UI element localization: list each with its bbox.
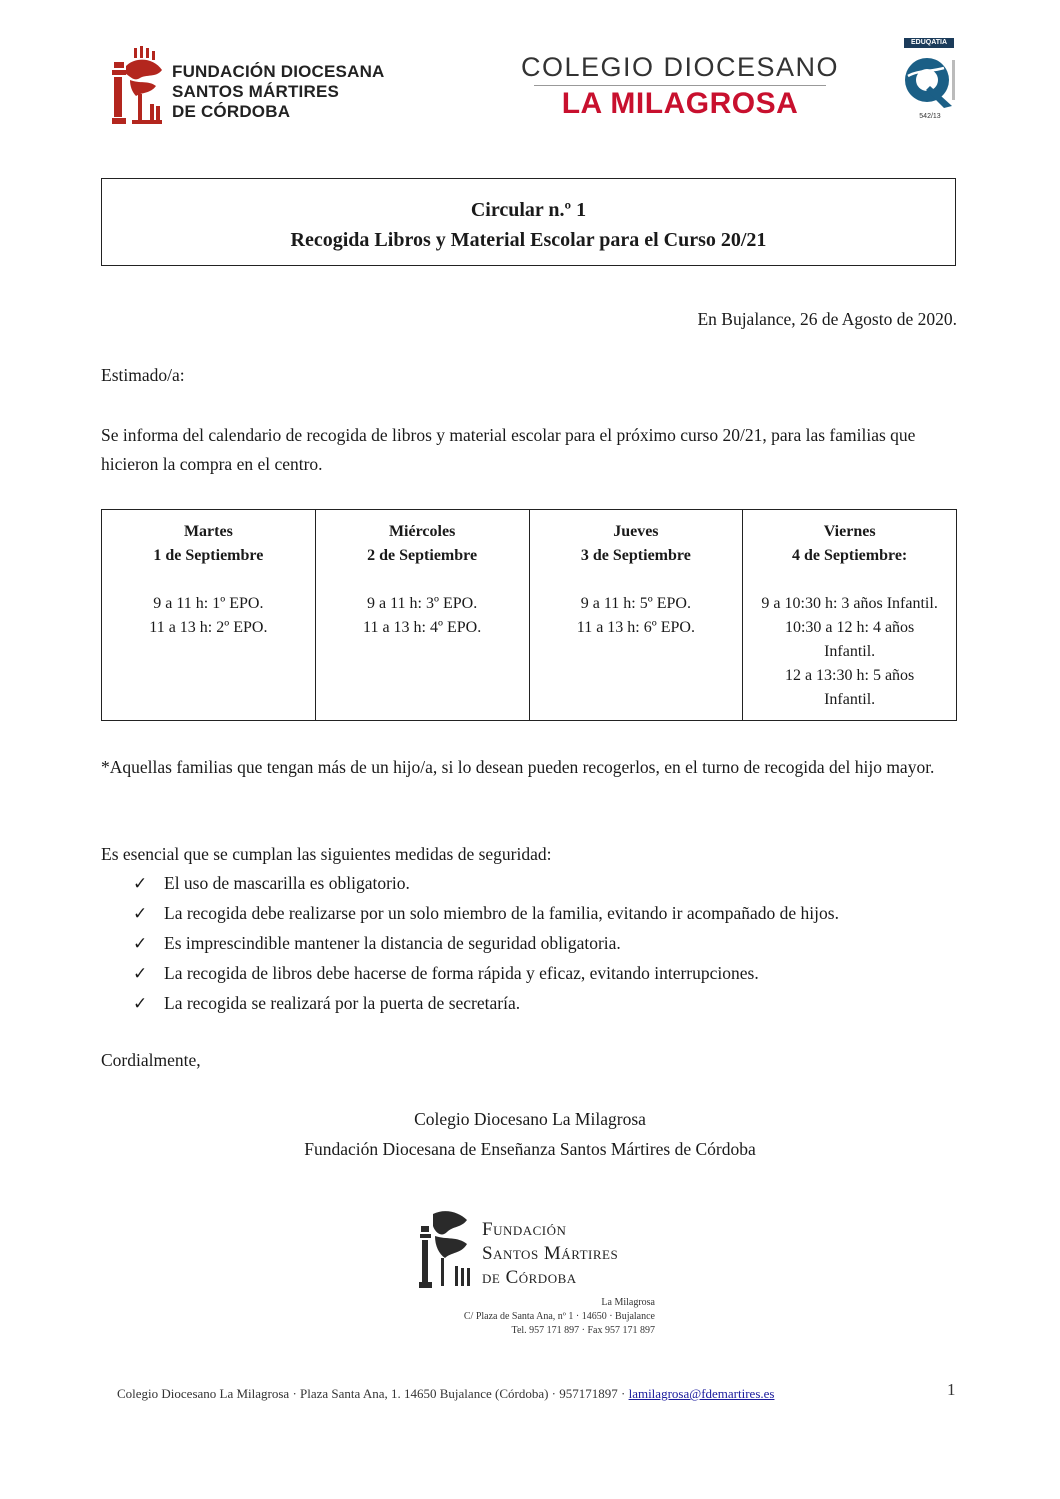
stamp-address bbox=[430, 1296, 655, 1338]
time-slot: 10:30 a 12 h: 4 años bbox=[784, 619, 915, 636]
eduqatia-logo bbox=[900, 38, 960, 138]
day-date: 2 de Septiembre bbox=[367, 547, 478, 564]
fundacion-logo-line3: DE CÓRDOBA bbox=[172, 102, 291, 121]
time-slot: 9 a 10:30 h: 3 años Infantil. bbox=[761, 595, 938, 612]
checkmark-icon: ✓ bbox=[133, 964, 148, 984]
measure-text: La recogida de libros debe hacerse de forma rápida y eficaz, evitando interrupciones. bbox=[164, 963, 759, 983]
day-name: Jueves bbox=[613, 523, 659, 540]
fundacion-logo bbox=[110, 44, 410, 128]
list-item bbox=[133, 929, 963, 959]
eduqatia-code: 542/13 bbox=[919, 113, 941, 120]
stamp-title-line1: Fundación bbox=[482, 1219, 567, 1240]
checkmark-icon: ✓ bbox=[133, 874, 148, 894]
fundacion-logo-line1: FUNDACIÓN DIOCESANA bbox=[172, 62, 385, 81]
schedule-cell-jueves bbox=[529, 510, 743, 721]
signature-line1: Colegio Diocesano La Milagrosa bbox=[414, 1109, 646, 1129]
schedule-row bbox=[102, 510, 957, 721]
list-item bbox=[133, 869, 963, 899]
time-slot: 11 a 13 h: 2º EPO. bbox=[149, 619, 268, 636]
colegio-logo-divider bbox=[534, 85, 826, 86]
day-date: 1 de Septiembre bbox=[153, 547, 264, 564]
list-item bbox=[133, 989, 963, 1019]
colegio-logo-bottom: LA MILAGROSA bbox=[561, 87, 799, 120]
circular-number: Circular n.º 1 bbox=[470, 199, 587, 221]
day-date: 3 de Septiembre bbox=[580, 547, 691, 564]
schedule-cell-miercoles bbox=[315, 510, 529, 721]
time-slot: 11 a 13 h: 6º EPO. bbox=[576, 619, 695, 636]
footer bbox=[117, 1385, 774, 1403]
measure-text: Es imprescindible mantener la distancia de seguridad obligatoria. bbox=[164, 933, 621, 953]
footer-text: Colegio Diocesano La Milagrosa · Plaza Santa Ana, 1. 14650 Bujalance (Córdoba) · 957171897 · bbox=[117, 1386, 629, 1401]
date-line: En Bujalance, 26 de Agosto de 2020. bbox=[697, 309, 957, 329]
checkmark-icon: ✓ bbox=[133, 904, 148, 924]
checkmark-icon: ✓ bbox=[133, 994, 148, 1014]
footer-email-link[interactable]: lamilagrosa@fdemartires.es bbox=[628, 1386, 775, 1401]
eduqatia-label: EDUQATIA bbox=[904, 38, 954, 48]
title-box bbox=[101, 178, 956, 266]
list-item bbox=[133, 899, 963, 929]
colegio-logo-top: COLEGIO DIOCESANO bbox=[520, 52, 840, 82]
measure-text: El uso de mascarilla es obligatorio. bbox=[164, 873, 410, 893]
page-number: 1 bbox=[947, 1380, 956, 1399]
quality-q-icon bbox=[900, 48, 960, 116]
stamp-emblem-icon bbox=[417, 1208, 475, 1290]
time-slot: Infantil. bbox=[824, 691, 876, 708]
time-slot: 9 a 11 h: 1º EPO. bbox=[153, 595, 264, 612]
stamp-title-line2: Santos Mártires bbox=[482, 1243, 619, 1264]
day-date: 4 de Septiembre: bbox=[792, 547, 908, 564]
schedule-table bbox=[101, 509, 957, 721]
signature-block bbox=[0, 1104, 1060, 1164]
list-item bbox=[133, 959, 963, 989]
stamp-title-line3: de Córdoba bbox=[482, 1267, 577, 1288]
intro-paragraph: Se informa del calendario de recogida de libros y material escolar para el próximo curso 20/21, para las familias que hicieron la compra en el centro. bbox=[101, 425, 916, 474]
document-title: Recogida Libros y Material Escolar para el Curso 20/21 bbox=[290, 229, 767, 251]
fundacion-emblem-icon bbox=[110, 44, 166, 128]
colegio-logo bbox=[520, 52, 840, 122]
day-name: Miércoles bbox=[388, 523, 456, 540]
measures-intro: Es esencial que se cumplan las siguientes medidas de seguridad: bbox=[101, 844, 552, 864]
time-slot: 12 a 13:30 h: 5 años bbox=[784, 667, 915, 684]
note-paragraph: *Aquellas familias que tengan más de un hijo/a, si lo desean pueden recogerlos, en el turno de recogida del hijo mayor. bbox=[101, 757, 935, 777]
stamp-title bbox=[482, 1218, 618, 1290]
schedule-cell-viernes bbox=[743, 510, 957, 721]
closing: Cordialmente, bbox=[101, 1050, 201, 1070]
stamp-line3: Tel. 957 171 897 · Fax 957 171 897 bbox=[511, 1325, 655, 1336]
day-name: Viernes bbox=[823, 523, 876, 540]
stamp-line1: La Milagrosa bbox=[601, 1297, 655, 1308]
time-slot: 9 a 11 h: 5º EPO. bbox=[580, 595, 691, 612]
measure-text: La recogida debe realizarse por un solo miembro de la familia, evitando ir acompañado de hijos. bbox=[164, 903, 839, 923]
time-slot: Infantil. bbox=[824, 643, 876, 660]
fundacion-logo-text bbox=[172, 62, 385, 122]
measure-text: La recogida se realizará por la puerta de secretaría. bbox=[164, 993, 521, 1013]
checkmark-icon: ✓ bbox=[133, 934, 148, 954]
time-slot: 9 a 11 h: 3º EPO. bbox=[367, 595, 478, 612]
schedule-cell-martes bbox=[102, 510, 316, 721]
fundacion-stamp bbox=[400, 1200, 660, 1370]
stamp-line2: C/ Plaza de Santa Ana, nº 1 · 14650 · Bujalance bbox=[463, 1311, 655, 1322]
day-name: Martes bbox=[183, 523, 233, 540]
greeting: Estimado/a: bbox=[101, 365, 185, 385]
time-slot: 11 a 13 h: 4º EPO. bbox=[363, 619, 482, 636]
fundacion-logo-line2: SANTOS MÁRTIRES bbox=[172, 82, 340, 101]
safety-measures-list bbox=[133, 869, 963, 1019]
signature-line2: Fundación Diocesana de Enseñanza Santos Mártires de Córdoba bbox=[304, 1139, 756, 1159]
